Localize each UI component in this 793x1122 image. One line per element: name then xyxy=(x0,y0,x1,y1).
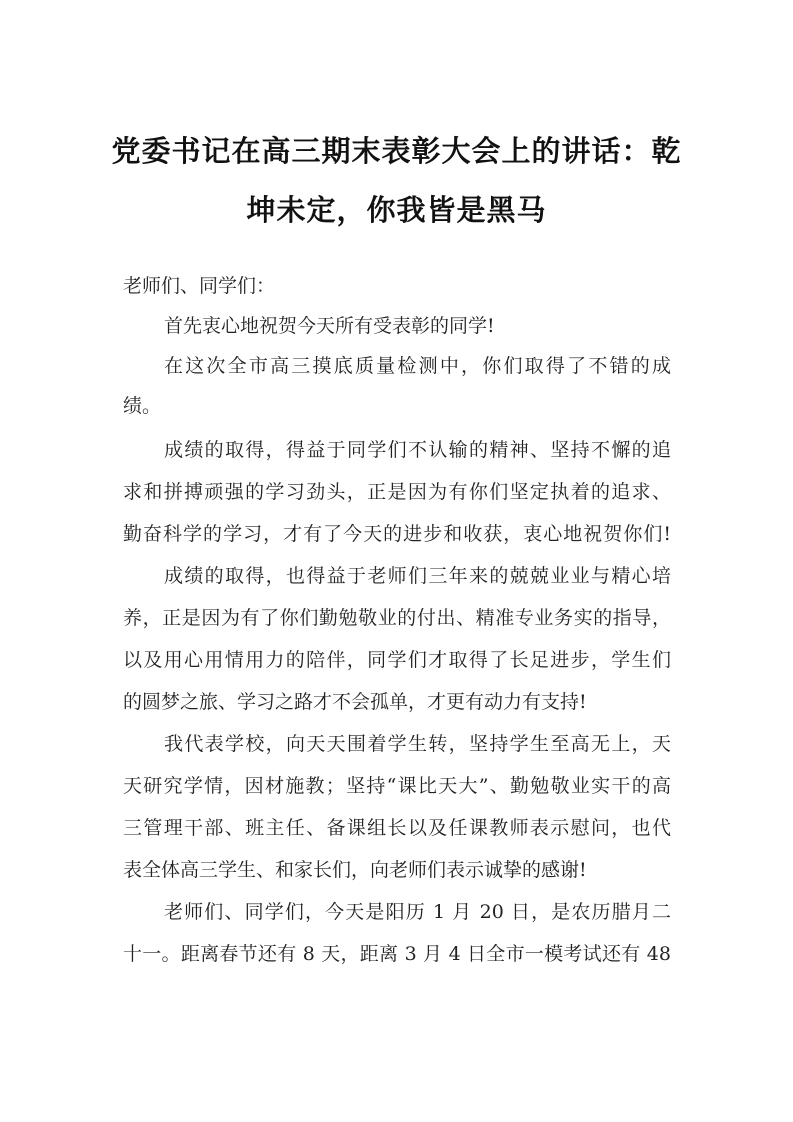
paragraph-line: 表全体高三学生、和家长们，向老师们表示诚挚的感谢! xyxy=(123,859,587,881)
paragraph-line: 首先衷心地祝贺今天所有受表彰的同学! xyxy=(164,315,495,337)
paragraph-line: 勤奋科学的学习，才有了今天的进步和收获，衷心地祝贺你们! xyxy=(123,523,671,545)
document-title-line-2: 坤未定，你我皆是黑马 xyxy=(246,193,547,227)
paragraph-line: 在这次全市高三摸底质量检测中，你们取得了不错的成 xyxy=(164,355,671,377)
paragraph-line: 绩。 xyxy=(123,395,162,417)
paragraph-line: 养，正是因为有了你们勤勉敬业的付出、精准专业务实的指导， xyxy=(123,607,671,629)
paragraph-line: 我代表学校，向天天围着学生转，坚持学生至高无上，天 xyxy=(164,733,671,755)
paragraph-line: 的圆梦之旅、学习之路才不会孤单，才更有动力有支持! xyxy=(123,691,587,713)
document-title-line-1: 党委书记在高三期末表彰大会上的讲话：乾 xyxy=(111,134,682,168)
salutation: 老师们、同学们： xyxy=(123,275,276,297)
paragraph-line: 老师们、同学们，今天是阳历 1 月 20 日，是农历腊月二 xyxy=(164,901,671,923)
paragraph-line: 成绩的取得，也得益于老师们三年来的兢兢业业与精心培 xyxy=(164,565,671,587)
paragraph-line: 十一。距离春节还有 8 天，距离 3 月 4 日全市一模考试还有 48 xyxy=(123,943,671,965)
paragraph-line: 三管理干部、班主任、备课组长以及任课教师表示慰问，也代 xyxy=(123,817,671,839)
paragraph-line: 天研究学情，因材施教；坚持“课比天大”、勤勉敬业实干的高 xyxy=(123,775,671,797)
paragraph-line: 成绩的取得，得益于同学们不认输的精神、坚持不懈的追 xyxy=(164,439,671,461)
paragraph-line: 求和拼搏顽强的学习劲头，正是因为有你们坚定执着的追求、 xyxy=(123,481,671,503)
paragraph-line: 以及用心用情用力的陪伴，同学们才取得了长足进步，学生们 xyxy=(123,649,671,671)
